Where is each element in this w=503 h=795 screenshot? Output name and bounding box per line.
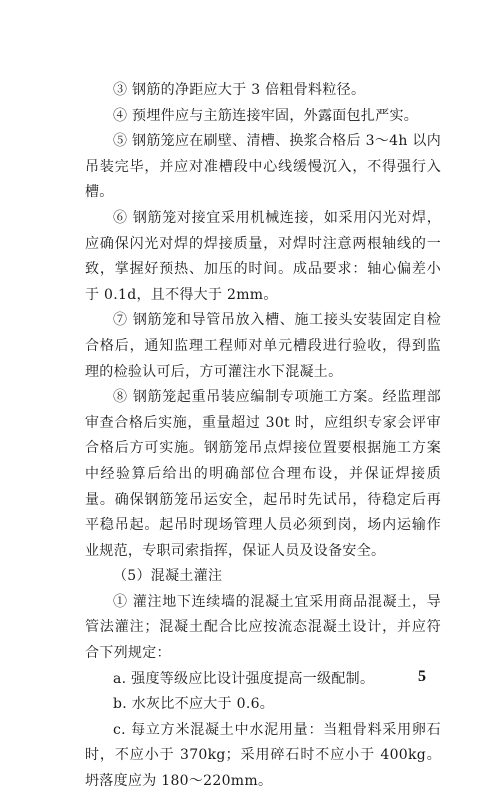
section-heading: （5）混凝土灌注	[113, 568, 223, 585]
body-text	[85, 78, 441, 795]
list-item-b: b. 水灰比不应大于 0.6。	[113, 696, 275, 713]
paragraph-item-6: ⑥ 钢筋笼对接宜采用机械连接，如采用闪光对焊，应确保闪光对焊的焊接质量，对焊时注意两根轴线的一致，掌握好预热、加压的时间。成品要求：轴心偏差小于 0.1d，且不得大于 2mm。	[85, 209, 441, 303]
paragraph-concrete-1: ① 灌注地下连续墙的混凝土宜采用商品混凝土，导管法灌注；混凝土配合比应按流态混凝土设计，并应符合下列规定：	[85, 593, 441, 662]
list-item-a: a. 强度等级应比设计强度提高一级配制。	[113, 670, 375, 687]
paragraph-item-8: ⑧ 钢筋笼起重吊装应编制专项施工方案。经监理部审查合格后实施，重量超过 30t 时，应组织专家会评审合格后方可实施。钢筋笼吊点焊接位置要根据施工方案中经验算后给出的明确部位合理布设，并保证焊接质量。确保钢筋笼吊运安全，起吊时先试吊，待稳定后再平稳吊起。起吊时现场管理人员必须到岗，场内运输作业规范，专职司索指挥，保证人员及设备安全。	[85, 389, 441, 559]
paragraph-item-3: ③ 钢筋的净距应大于 3 倍粗骨料粒径。	[113, 82, 366, 98]
paragraph-item-5: ⑤ 钢筋笼应在刷壁、清槽、换浆合格后 3～4h 以内吊装完毕，并应对准槽段中心线缓慢沉入，不得强行入槽。	[85, 133, 441, 201]
list-item-c: c. 每立方米混凝土中水泥用量：当粗骨料采用卵石时，不应小于 370kg；采用碎石时不应小于 400kg。坍落度应为 180～220mm。	[85, 721, 441, 790]
paragraph-item-4: ④ 预埋件应与主筋连接牢固，外露面包扎严实。	[113, 107, 419, 124]
page-number: 5	[418, 668, 426, 685]
paragraph-item-7: ⑦ 钢筋笼和导管吊放入槽、施工接头安装固定自检合格后，通知监理工程师对单元槽段进行验收，得到监理的检验认可后，方可灌注水下混凝土。	[85, 312, 441, 380]
